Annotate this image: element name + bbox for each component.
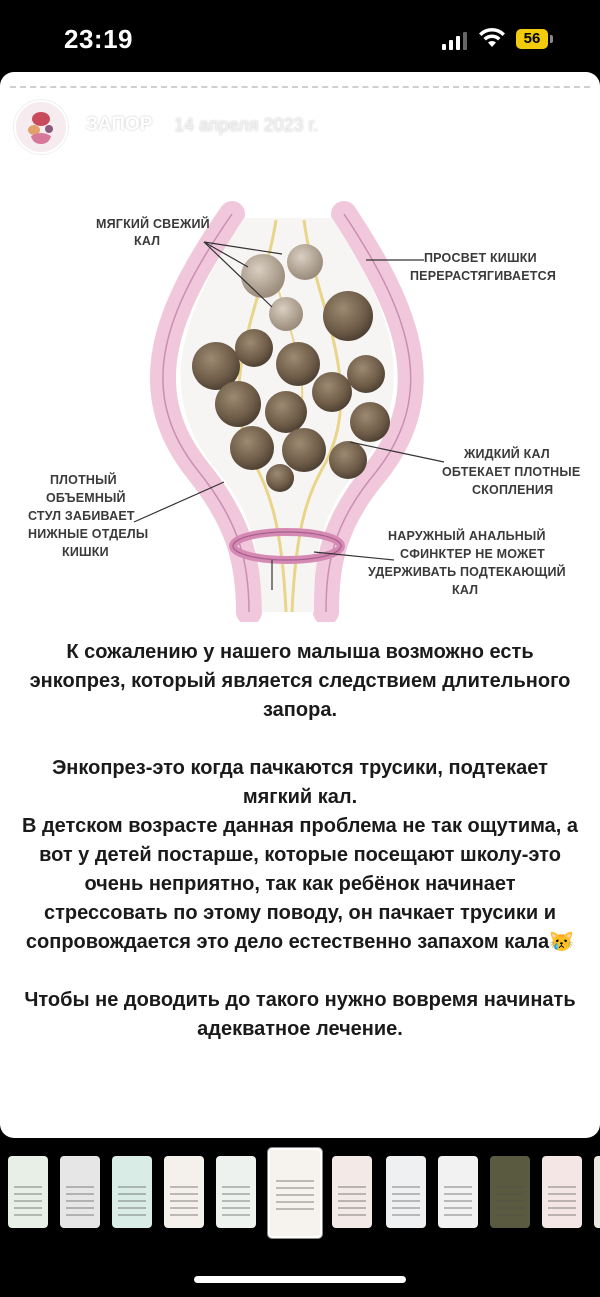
battery-icon: 56 [516, 29, 548, 49]
story-thumbnail[interactable] [268, 1148, 322, 1238]
wifi-icon [478, 27, 506, 49]
story-thumbnail[interactable] [386, 1156, 426, 1228]
soft-stool-lump [269, 297, 303, 331]
story-thumbnails [0, 1152, 600, 1242]
more-options-button[interactable]: ••• [494, 108, 521, 133]
avatar[interactable] [14, 100, 68, 154]
svg-text:ОБЪЕМНЫЙ: ОБЪЕМНЫЙ [46, 491, 126, 505]
cellular-signal-icon [442, 32, 468, 50]
svg-text:НАРУЖНЫЙ АНАЛЬНЫЙ: НАРУЖНЫЙ АНАЛЬНЫЙ [388, 529, 546, 543]
story-thumbnail[interactable] [216, 1156, 256, 1228]
svg-text:ПРОСВЕТ КИШКИ: ПРОСВЕТ КИШКИ [424, 251, 537, 265]
battery-tip [550, 35, 553, 43]
soft-stool-lump [287, 244, 323, 280]
status-bar [0, 0, 600, 72]
paragraph-intro: К сожалению у нашего малыша возможно есть энкопрез, который является следствием длительного запора. [29, 641, 571, 721]
svg-text:НИЖНЫЕ ОТДЕЛЫ: НИЖНЫЕ ОТДЕЛЫ [28, 527, 149, 541]
paragraph-advice: Чтобы не доводить до такого нужно вовремя начинать адекватное лечение. [24, 989, 576, 1040]
home-indicator[interactable] [194, 1276, 406, 1283]
svg-text:ПЕРЕРАСТЯГИВАЕТСЯ: ПЕРЕРАСТЯГИВАЕТСЯ [410, 269, 557, 283]
svg-text:КИШКИ: КИШКИ [62, 545, 109, 559]
soft-stool-lump [241, 254, 285, 298]
story-thumbnail[interactable] [490, 1156, 530, 1228]
story-card[interactable] [0, 72, 600, 1138]
story-thumbnail[interactable] [594, 1156, 600, 1228]
story-thumbnail[interactable] [60, 1156, 100, 1228]
svg-text:ОБТЕКАЕТ ПЛОТНЫЕ: ОБТЕКАЕТ ПЛОТНЫЕ [442, 465, 580, 479]
story-date: 14 апреля 2023 г. [174, 115, 318, 135]
svg-text:СТУЛ ЗАБИВАЕТ: СТУЛ ЗАБИВАЕТ [28, 509, 135, 523]
svg-text:СФИНКТЕР НЕ МОЖЕТ: СФИНКТЕР НЕ МОЖЕТ [400, 547, 545, 561]
story-thumbnail[interactable] [332, 1156, 372, 1228]
clock: 23:19 [64, 24, 133, 54]
story-thumbnail[interactable] [112, 1156, 152, 1228]
svg-text:УДЕРЖИВАТЬ ПОДТЕКАЮЩИЙ: УДЕРЖИВАТЬ ПОДТЕКАЮЩИЙ [368, 565, 566, 579]
story-thumbnail[interactable] [438, 1156, 478, 1228]
svg-text:ПЛОТНЫЙ: ПЛОТНЫЙ [50, 473, 117, 487]
svg-text:МЯГКИЙ СВЕЖИЙ: МЯГКИЙ СВЕЖИЙ [96, 217, 210, 231]
svg-text:ЖИДКИЙ КАЛ: ЖИДКИЙ КАЛ [464, 447, 550, 461]
close-icon[interactable] [552, 108, 586, 142]
story-thumbnail[interactable] [164, 1156, 204, 1228]
svg-text:СКОПЛЕНИЯ: СКОПЛЕНИЯ [472, 483, 554, 497]
paragraph-details: В детском возрасте данная проблема не так ощутима, а вот у детей постарше, которые посещают школу-это очень неприятно, так как ребёнок начинает стрессовать по этому поводу, он пачкает трусики и сопровождается это дело естественно запахом кала😿 [21, 815, 578, 953]
story-username[interactable]: ЗАПОР [86, 114, 153, 135]
paragraph-definition: Энкопрез-это когда пачкаются трусики, подтекает мягкий кал. [52, 757, 548, 808]
story-text [20, 638, 580, 1044]
intestine-avatar-icon [16, 102, 66, 152]
story-thumbnail[interactable] [8, 1156, 48, 1228]
constipation-diagram [14, 142, 580, 622]
story-thumbnail[interactable] [542, 1156, 582, 1228]
svg-text:КАЛ: КАЛ [452, 583, 479, 597]
story-progress-bar [10, 86, 590, 88]
svg-text:КАЛ: КАЛ [134, 234, 161, 248]
